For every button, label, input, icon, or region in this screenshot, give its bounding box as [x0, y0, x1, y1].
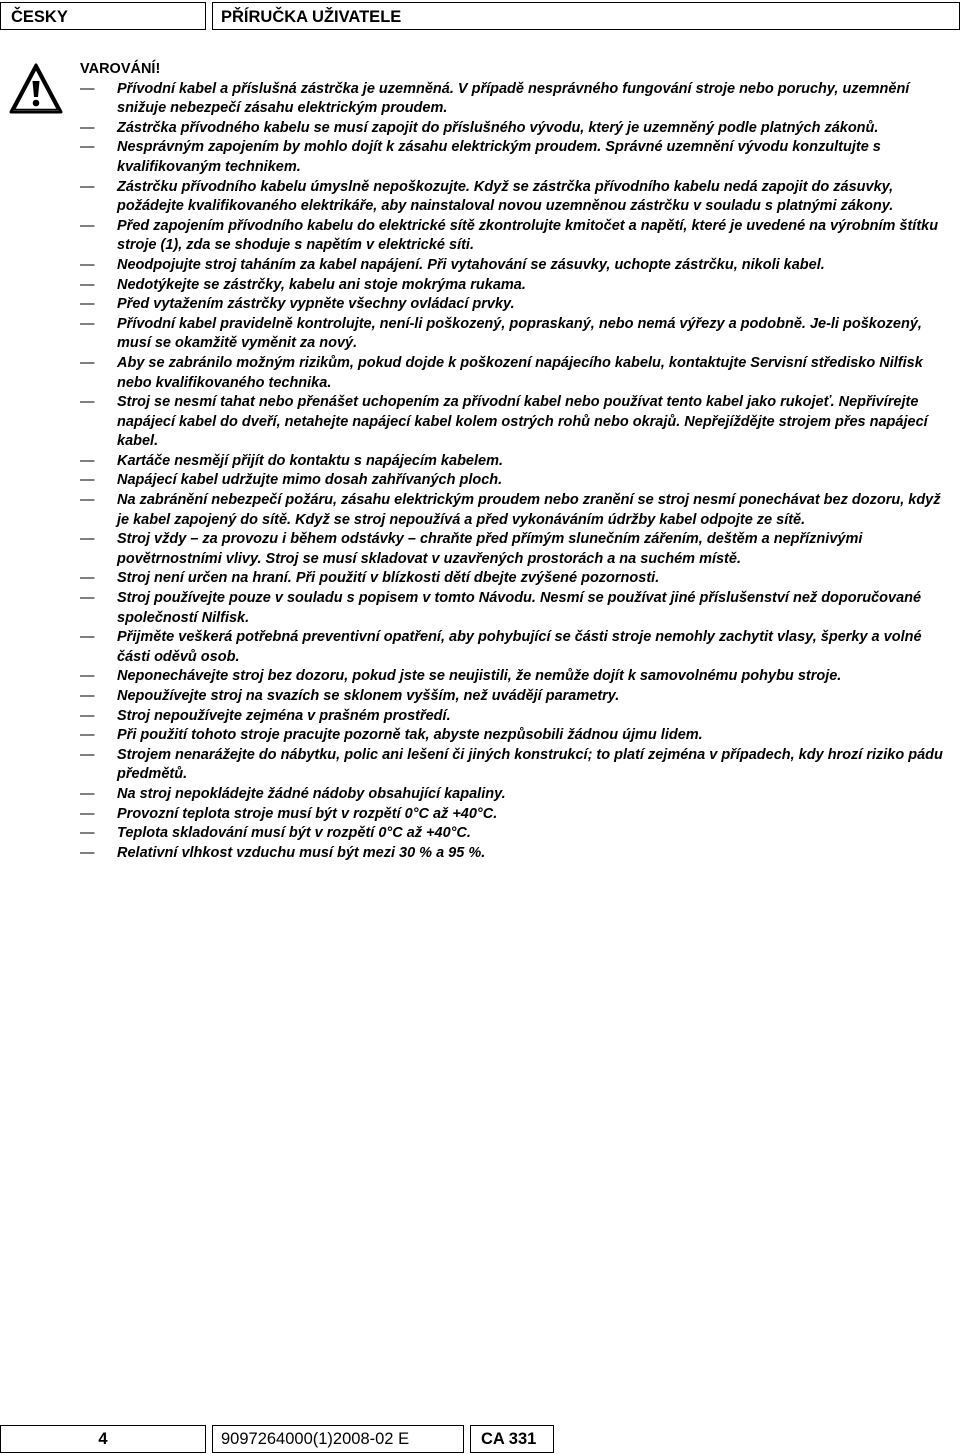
warning-list-item — [80, 452, 948, 472]
warning-list-item — [80, 295, 948, 315]
warning-item-text: Při použití tohoto stroje pracujte pozorně tak, abyste nezpůsobili žádnou újmu lidem. — [117, 727, 703, 744]
warning-list-item — [80, 805, 948, 825]
warning-item-text: Neponechávejte stroj bez dozoru, pokud jste se neujistili, že nemůže dojít k samovolnému pohybu stroje. — [117, 668, 842, 685]
warning-list-item — [80, 354, 948, 393]
warning-item-text: Přívodní kabel pravidelně kontrolujte, není-li poškozený, popraskaný, nebo nemá výřezy a podobně. Je-li poškozený, musí se okamžitě vyměnit za nový. — [117, 315, 922, 352]
dash-bullet-icon: — — [80, 256, 95, 273]
warning-item-text: Přijměte veškerá potřebná preventivní opatření, aby pohybující se části stroje nemohly zachytit vlasy, šperky a volné části oděvů osob. — [117, 629, 922, 665]
dash-bullet-icon: — — [80, 727, 95, 744]
warning-item-text: Nepoužívejte stroj na svazích se sklonem vyšším, než uvádějí parametry. — [117, 688, 620, 704]
warning-item-text: Zástrčku přívodního kabelu úmyslně nepoškozujte. Když se zástrčka přívodního kabelu nedá zapojit do zásuvky, požádejte kvalifikovaného elektrikáře, aby nainstaloval novou uzemněnou zástrčku v souladu s platnými zákony. — [117, 178, 894, 215]
warning-list-item — [80, 628, 948, 667]
warning-item-text: Relativní vlhkost vzduchu musí být mezi 30 % a 95 %. — [117, 844, 486, 861]
warning-section — [80, 60, 948, 863]
warning-item-text: Teplota skladování musí být v rozpětí 0°C až +40°C. — [117, 825, 471, 842]
page-footer — [0, 1425, 960, 1453]
dash-bullet-icon: — — [80, 531, 95, 548]
warning-list-item — [80, 80, 948, 119]
dash-bullet-icon: — — [80, 354, 95, 371]
dash-bullet-icon: — — [80, 217, 95, 234]
warning-list-item — [80, 726, 948, 746]
warning-list — [80, 80, 948, 864]
warning-list-item — [80, 746, 948, 785]
warning-item-text: Stroj se nesmí tahat nebo přenášet uchopením za přívodní kabel nebo používat tento kabel jako rukojeť. Nepřivírejte napájecí kabel do dveří, netahejte napájecí kabel kolem ostrých rohů nebo okrajů. Nepřejíždějte strojem přes napájecí kabel. — [117, 394, 928, 450]
warning-item-text: Stroj vždy – za provozu i během odstávky – chraňte před přímým slunečním zářením, deštěm a nepříznivými povětrnostními vlivy. Stroj se musí skladovat v uzavřených prostorách a na suchém místě. — [117, 531, 863, 567]
warning-list-item — [80, 315, 948, 354]
warning-item-text: Přívodní kabel a příslušná zástrčka je uzemněná. V případě nesprávného fungování stroje nebo poruchy, uzemnění snižuje nebezpečí zásahu elektrickým proudem. — [117, 80, 910, 117]
warning-item-text: Zástrčka přívodného kabelu se musí zapojit do příslušného vývodu, který je uzemněný podle platných zákonů. — [117, 119, 879, 136]
warning-item-text: Nesprávným zapojením by mohlo dojít k zásahu elektrickým proudem. Správné uzemnění vývodu konzultujte s kvalifikovaným technikem. — [117, 139, 881, 175]
warning-item-text: Neodpojujte stroj taháním za kabel napájení. Při vytahování se zásuvky, uchopte zástrčku, nikoli kabel. — [117, 256, 825, 273]
dash-bullet-icon: — — [80, 825, 95, 842]
warning-list-item — [80, 217, 948, 256]
warning-item-text: Na stroj nepokládejte žádné nádoby obsahující kapaliny. — [117, 785, 506, 802]
dash-bullet-icon: — — [80, 472, 95, 489]
warning-item-text: Kartáče nesmějí přijít do kontaktu s napájecím kabelem. — [117, 452, 503, 469]
warning-heading: VAROVÁNÍ! — [80, 61, 161, 77]
warning-list-item — [80, 138, 948, 177]
dash-bullet-icon: — — [80, 139, 95, 156]
warning-item-text: Před vytažením zástrčky vypněte všechny ovládací prvky. — [117, 296, 515, 313]
warning-list-item — [80, 667, 948, 687]
dash-bullet-icon: — — [80, 590, 95, 607]
warning-item-text: Stroj používejte pouze v souladu s popisem v tomto Návodu. Nesmí se používat jiné příslušenství než doporučované společností Nilfisk. — [117, 590, 922, 626]
header-language: ČESKY — [0, 2, 206, 30]
warning-triangle-icon — [8, 62, 64, 116]
warning-item-text: Stroj není určen na hraní. Při použití v blízkosti dětí dbejte zvýšené pozornosti. — [117, 570, 660, 587]
dash-bullet-icon: — — [80, 452, 95, 469]
warning-item-text: Stroj nepoužívejte zejména v prašném prostředí. — [117, 707, 451, 724]
warning-list-item — [80, 844, 948, 864]
dash-bullet-icon: — — [80, 629, 95, 646]
warning-list-item — [80, 707, 948, 727]
warning-list-item — [80, 471, 948, 491]
warning-item-text: Strojem nenarážejte do nábytku, polic ani lešení či jiných konstrukcí; to platí zejména v případech, kdy hrozí riziko pádu předmětů. — [117, 746, 943, 783]
header-title: PŘÍRUČKA UŽIVATELE — [212, 2, 960, 30]
dash-bullet-icon: — — [80, 785, 95, 802]
warning-list-item — [80, 824, 948, 844]
warning-list-item — [80, 687, 948, 707]
warning-item-text: Provozní teplota stroje musí být v rozpětí 0°C až +40°C. — [117, 805, 498, 822]
dash-bullet-icon: — — [80, 119, 95, 136]
dash-bullet-icon: — — [80, 844, 95, 861]
dash-bullet-icon: — — [80, 80, 95, 97]
footer-document-code: 9097264000(1)2008-02 E — [212, 1425, 464, 1453]
warning-list-item — [80, 393, 948, 452]
warning-list-item — [80, 589, 948, 628]
dash-bullet-icon: — — [80, 570, 95, 587]
warning-list-item — [80, 119, 948, 139]
warning-list-item — [80, 569, 948, 589]
dash-bullet-icon: — — [80, 688, 95, 704]
dash-bullet-icon: — — [80, 746, 95, 763]
warning-item-text: Napájecí kabel udržujte mimo dosah zahřívaných ploch. — [117, 472, 503, 489]
dash-bullet-icon: — — [80, 668, 95, 685]
footer-model: CA 331 — [470, 1425, 554, 1453]
dash-bullet-icon: — — [80, 394, 95, 411]
warning-item-text: Nedotýkejte se zástrčky, kabelu ani stoje mokrýma rukama. — [117, 276, 526, 293]
dash-bullet-icon: — — [80, 707, 95, 724]
dash-bullet-icon: — — [80, 178, 95, 195]
warning-list-item — [80, 276, 948, 296]
dash-bullet-icon: — — [80, 296, 95, 313]
dash-bullet-icon: — — [80, 805, 95, 822]
warning-list-item — [80, 256, 948, 276]
warning-list-item — [80, 785, 948, 805]
dash-bullet-icon: — — [80, 492, 95, 509]
warning-list-item — [80, 491, 948, 530]
dash-bullet-icon: — — [80, 315, 95, 332]
warning-item-text: Na zabránění nebezpečí požáru, zásahu elektrickým proudem nebo zranění se stroj nesmí ponechávat bez dozoru, když je kabel zapojený do sítě. Když se stroj nepoužívá a před vykonáváním údržby kabel odpojte ze sítě. — [117, 492, 941, 528]
warning-item-text: Před zapojením přívodního kabelu do elektrické sítě zkontrolujte kmitočet a napětí, které je uvedené na výrobním štítku stroje (1), zda se shoduje s napětím v elektrické síti. — [117, 217, 939, 254]
footer-page-number: 4 — [0, 1425, 206, 1453]
warning-list-item — [80, 178, 948, 217]
page-header — [0, 2, 960, 32]
warning-list-item — [80, 530, 948, 569]
warning-item-text: Aby se zabránilo možným rizikům, pokud dojde k poškození napájecího kabelu, kontaktujte Servisní středisko Nilfisk nebo kvalifikovaného technika. — [117, 354, 923, 391]
dash-bullet-icon: — — [80, 276, 95, 293]
